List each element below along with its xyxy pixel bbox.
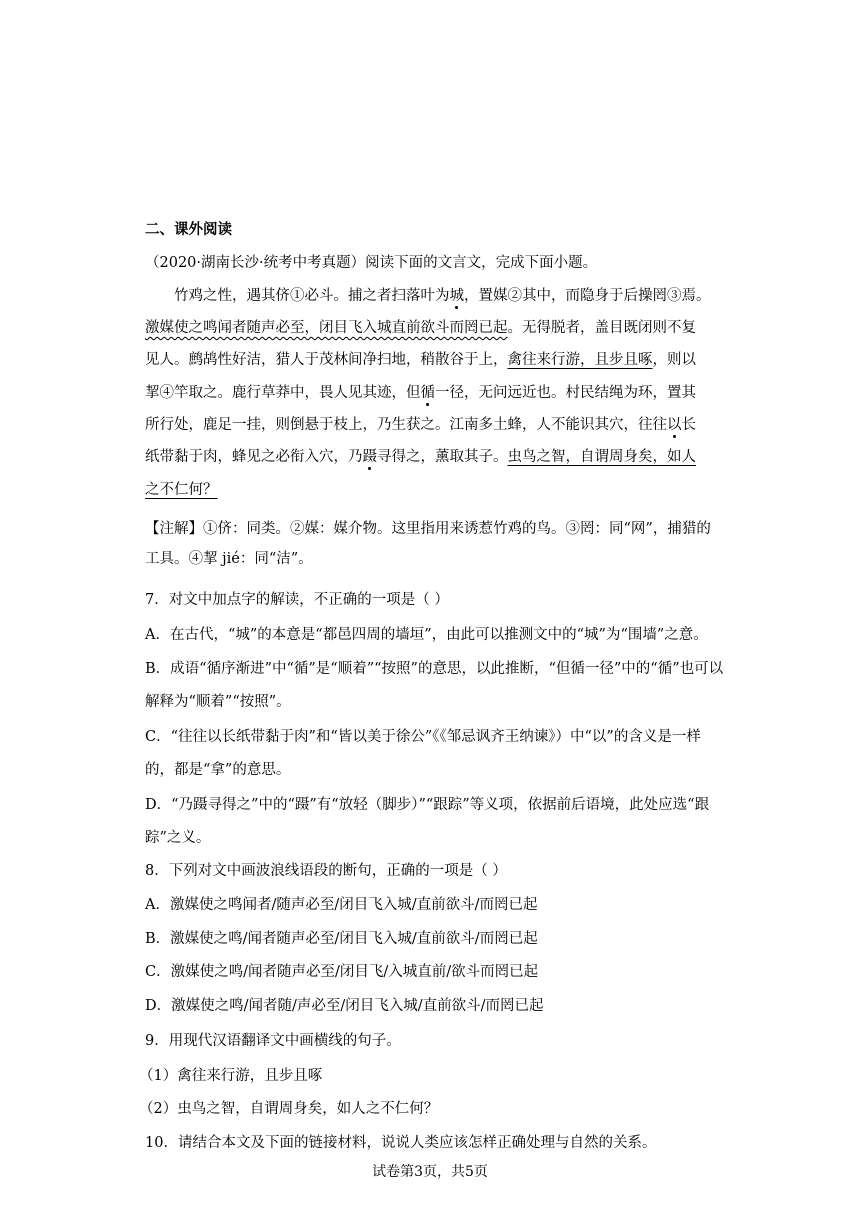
- passage-text: 。无得脱者，盖目既闭则不复: [507, 320, 696, 336]
- question-7-option-b: B．成语“循序渐进”中“循”是“顺着”“按照”的意思，以此推断，“但循一径”中的“循”也可以解释为“顺着”“按照”。: [145, 661, 724, 710]
- question-8-option-b: B．激媒使之鸣/闻者随声必至/闭目飞入城/直前欲斗/而罔已起: [145, 931, 538, 947]
- section-title: 二、课外阅读: [145, 222, 232, 238]
- question-10-stem: 10．请结合本文及下面的链接材料，说说人类应该怎样正确处理与自然的关系。: [145, 1135, 657, 1151]
- dotted-char: 城: [449, 288, 464, 304]
- question-8-option-c: C．激媒使之鸣/闻者随声必至/闭目飞/入城直前/欲斗而罔已起: [145, 964, 539, 980]
- passage-line-5: [145, 409, 696, 441]
- intro-text: （2020·湖南长沙·统考中考真题）阅读下面的文言文，完成下面小题。: [145, 255, 598, 271]
- wavy-underlined-text: 激媒使之鸣闻者随声必至，闭目飞入城直前欲斗而罔已起: [145, 320, 508, 336]
- passage-text: 竹鸡之性，遇其侪①必斗。捕之者扫落叶为: [174, 288, 450, 304]
- question-7-option-d: D．“乃蹑寻得之”中的“蹑”有“放轻（脚步）”“跟踪”等义项，依据前后语境，此处应选“跟踪”之义。: [145, 797, 710, 846]
- dotted-char: 循: [420, 385, 435, 401]
- passage-line-7: [145, 474, 218, 506]
- passage-text: ，置媒②其中，而隐身于后操罔③焉。: [464, 288, 711, 304]
- question-9-sentence-2: （2）虫鸟之智，自谓周身矣，如人之不仁何？: [139, 1101, 439, 1117]
- question-7-option-a: A．在古代，“城”的本意是“都邑四周的墙垣”，由此可以推测文中的“城”为“围墙”之意。: [145, 627, 708, 643]
- underlined-text: 之不仁何？: [145, 482, 218, 498]
- passage-line-4: [145, 377, 696, 409]
- question-8-option-a: A．激媒使之鸣闻者/随声必至/闭目飞入城/直前欲斗/而罔已起: [145, 897, 538, 913]
- question-8-stem: 8．下列对文中画波浪线语段的断句，正确的一项是（ ）: [145, 863, 507, 879]
- underlined-text: 禽往来行游，且步且啄: [507, 352, 653, 368]
- passage-text: 所行处，鹿足一挂，则倒悬于枝上，乃生获之。江南多土蜂，人不能识其穴，往往: [145, 417, 667, 433]
- passage-text: ，则以: [652, 352, 696, 368]
- question-7-option-c: C．“往往以长纸带黏于肉”和“皆以美于徐公”《《邹忌讽齐王纳谏》）中“以”的含义是一样的，都是“拿”的意思。: [145, 729, 701, 778]
- question-8-option-d: D．激媒使之鸣/闻者随/声必至/闭目飞入城/直前欲斗/而罔已起: [145, 998, 544, 1014]
- passage-line-3: [145, 344, 696, 376]
- question-9-stem: 9．用现代汉语翻译文中画横线的句子。: [145, 1033, 401, 1049]
- passage-text: 寻得之，薰取其子。: [377, 449, 508, 465]
- page-footer: 试卷第3页，共5页: [372, 1164, 488, 1180]
- passage-line-6: [145, 441, 696, 473]
- passage-text: 见人。鹧鸪性好洁，猎人于茂林间净扫地，稍散谷于上，: [145, 352, 508, 368]
- passage-text: 长: [681, 417, 696, 433]
- question-7-stem: 7．对文中加点字的解读，不正确的一项是（ ）: [145, 592, 449, 608]
- passage-line-2: [145, 312, 696, 344]
- underlined-text: 虫鸟之智，自谓周身矣，如人: [507, 449, 696, 465]
- dotted-char: 以: [667, 417, 682, 433]
- passage-line-1: [174, 280, 711, 312]
- passage-text: 一径，无问远近也。村民结绳为环，置其: [435, 385, 696, 401]
- annotation-note: 【注解】①侪：同类。②媒：媒介物。这里指用来诱惹竹鸡的鸟。③罔：同“网”，捕猎的工具。④挈 jié：同“洁”。: [145, 521, 711, 567]
- dotted-char: 蹑: [362, 449, 377, 465]
- passage-text: 纸带黏于肉，蜂见之必衔入穴，乃: [145, 449, 363, 465]
- passage-text: 挈④竿取之。鹿行草莽中，畏人见其迹，但: [145, 385, 421, 401]
- question-9-sentence-1: （1）禽往来行游，且步且啄: [139, 1068, 323, 1084]
